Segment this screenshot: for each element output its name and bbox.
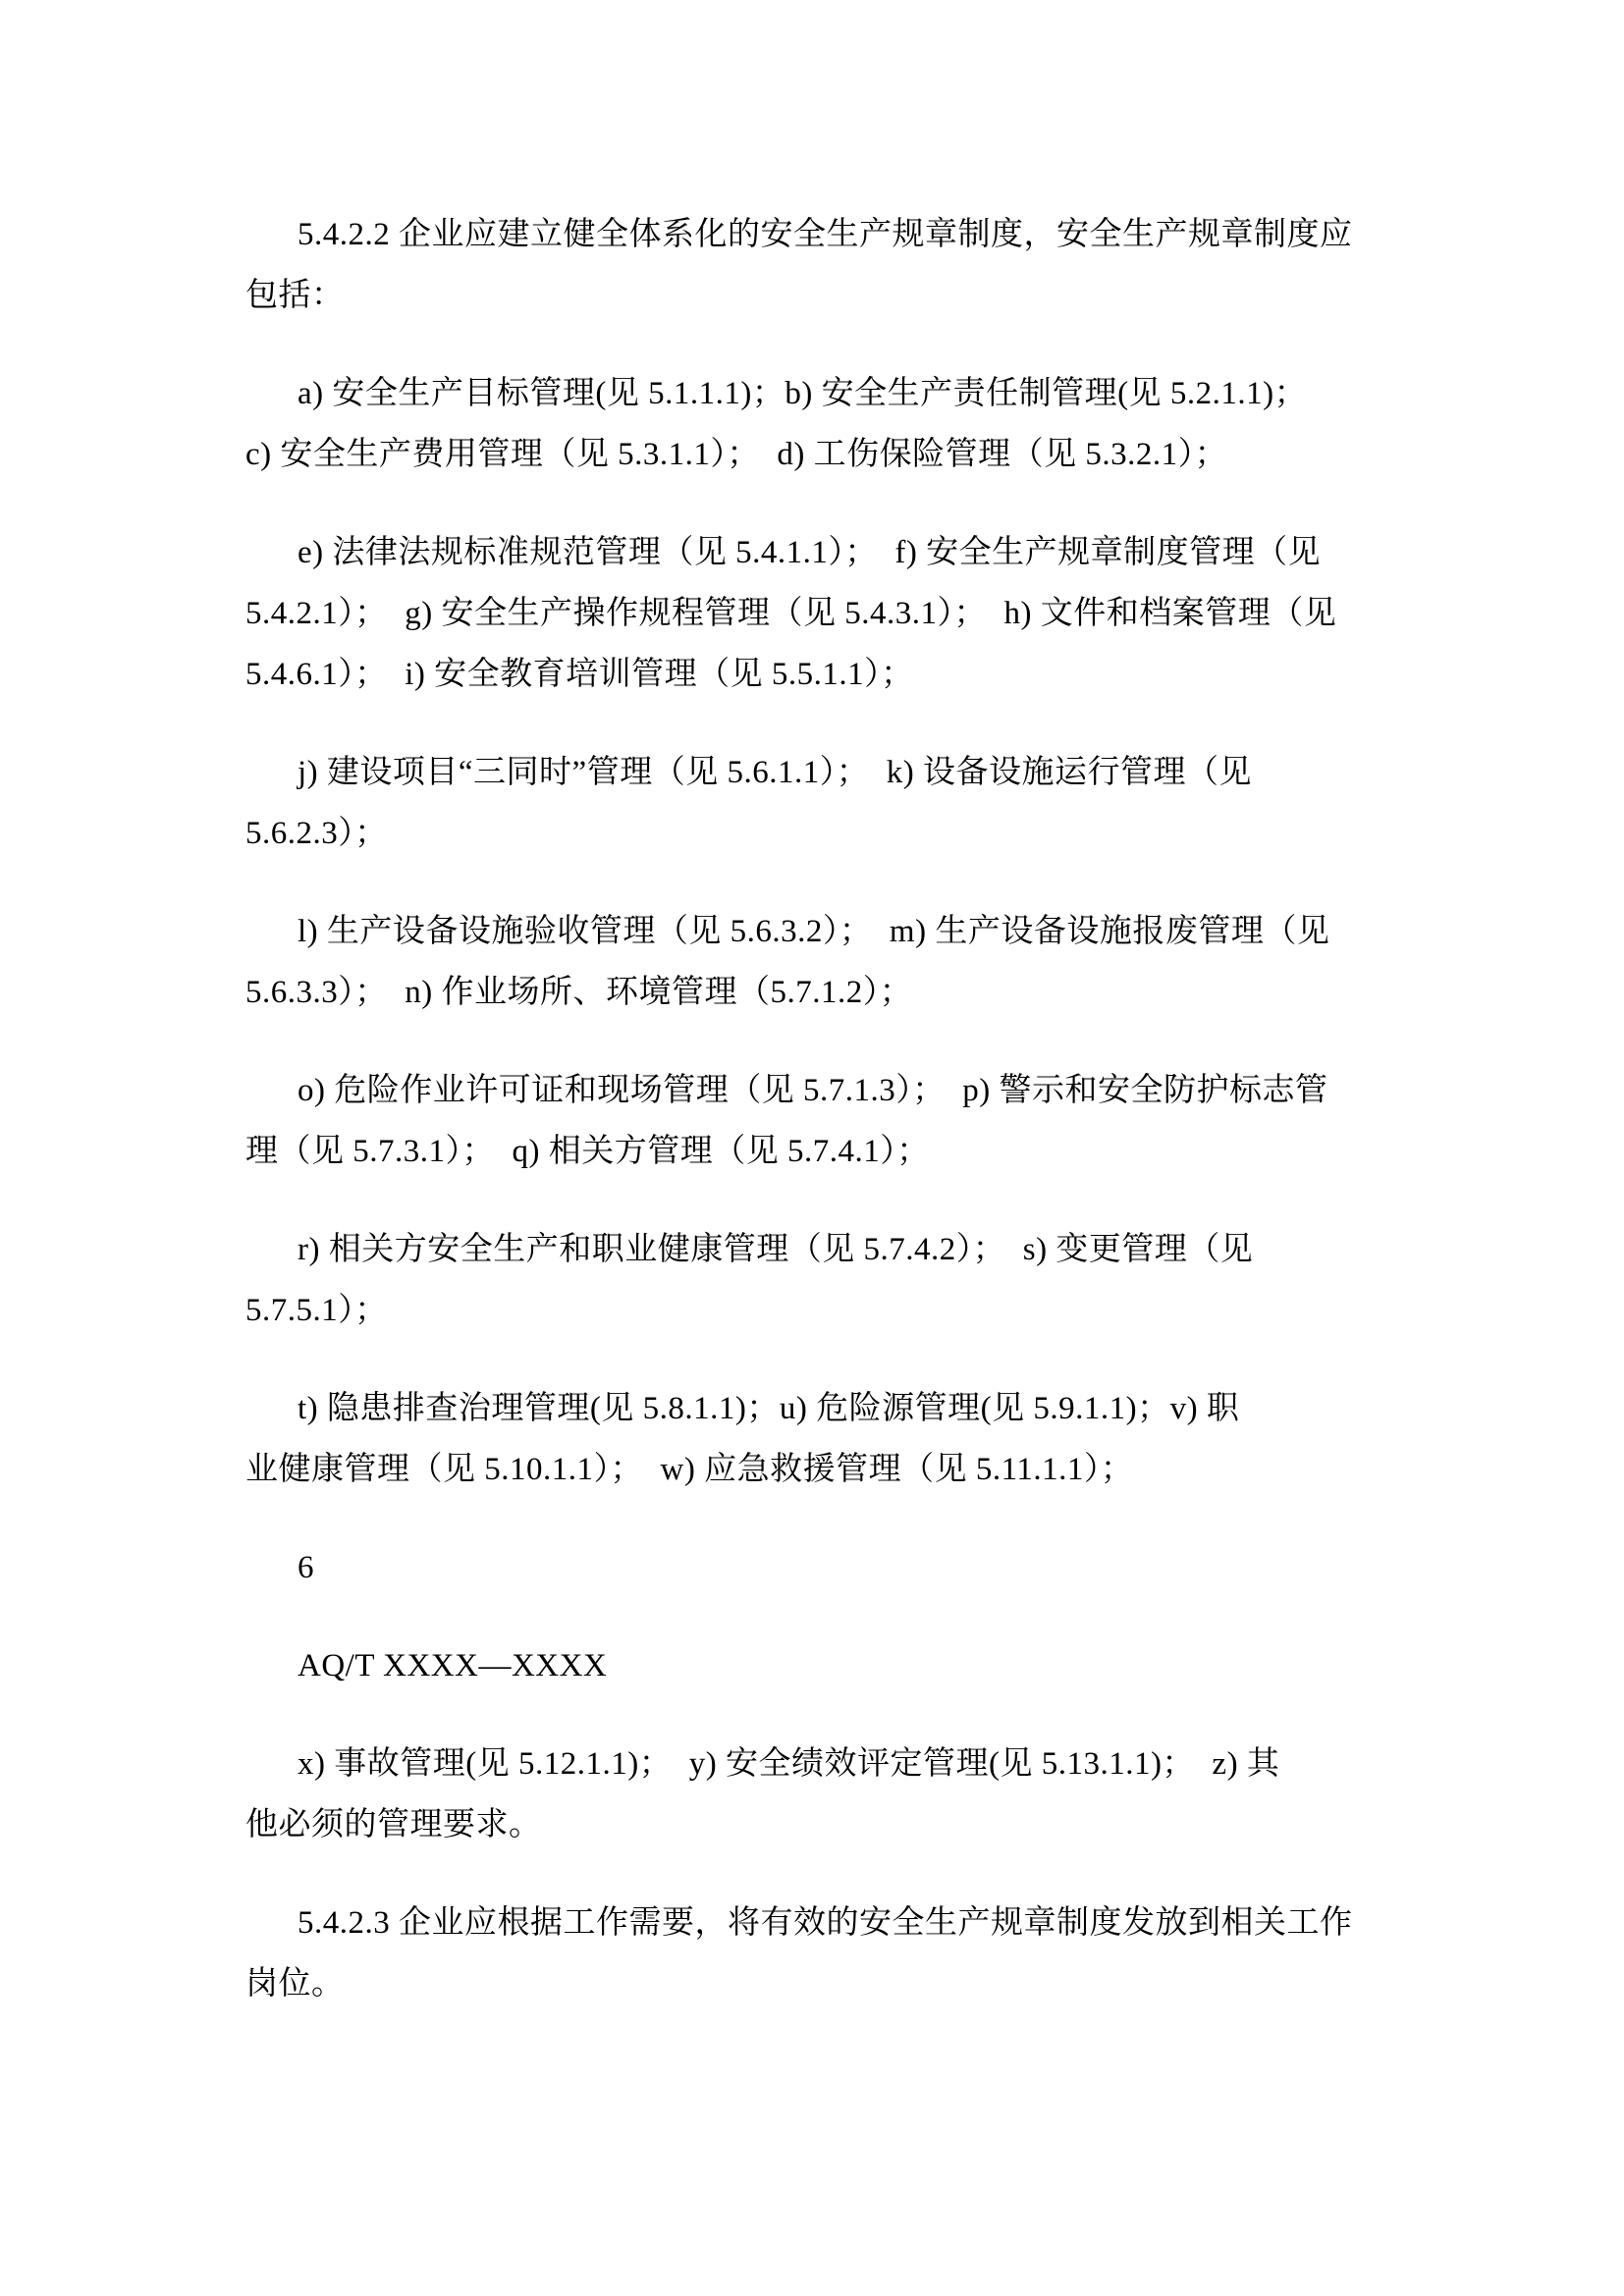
list-items-r-s: [245, 1219, 1379, 1341]
text-line: t) 隐患排查治理管理(见 5.8.1.1)；u) 危险源管理(见 5.9.1.1)；v) 职: [298, 1391, 1240, 1426]
list-items-a-d: [245, 363, 1379, 485]
text-line: 5.7.5.1）；: [245, 1293, 388, 1328]
list-items-l-n: [245, 901, 1379, 1023]
text-line: 他必须的管理要求。: [245, 1807, 542, 1842]
list-items-t-w: [245, 1378, 1379, 1500]
text-line: 6: [298, 1550, 314, 1585]
text-line: x) 事故管理(见 5.12.1.1)； y) 安全绩效评定管理(见 5.13.1.1)； z) 其: [298, 1746, 1280, 1782]
text-line: 业健康管理（见 5.10.1.1）； w) 应急救援管理（见 5.11.1.1）；: [245, 1452, 1134, 1487]
running-header: [245, 1635, 1379, 1696]
list-items-x-z: [245, 1734, 1379, 1855]
text-line: 理（见 5.7.3.1）； q) 相关方管理（见 5.7.4.1）；: [245, 1134, 930, 1169]
text-line: 5.4.2.3 企业应根据工作需要，将有效的安全生产规章制度发放到相关工作: [298, 1905, 1353, 1941]
text-line: c) 安全生产费用管理（见 5.3.1.1）； d) 工伤保险管理（见 5.3.2.1）；: [245, 437, 1228, 472]
list-items-j-k: [245, 742, 1379, 864]
text-line: o) 危险作业许可证和现场管理（见 5.7.1.3）； p) 警示和安全防护标志管: [298, 1073, 1328, 1108]
list-items-o-q: [245, 1060, 1379, 1182]
text-line: 5.4.6.1）； i) 安全教育培训管理（见 5.5.1.1）；: [245, 657, 914, 692]
paragraph-5-4-2-2: [245, 204, 1379, 326]
text-line: r) 相关方安全生产和职业健康管理（见 5.7.4.2）； s) 变更管理（见: [298, 1232, 1254, 1267]
text-line: 包括：: [245, 278, 345, 313]
text-line: j) 建设项目“三同时”管理（见 5.6.1.1）； k) 设备设施运行管理（见: [298, 755, 1252, 790]
page-number: [245, 1537, 1379, 1598]
text-line: e) 法律法规标准规范管理（见 5.4.1.1）； f) 安全生产规章制度管理（见: [298, 535, 1322, 570]
text-line: 5.6.2.3）；: [245, 816, 388, 851]
text-line: 岗位。: [245, 1966, 345, 2002]
text-block: [245, 204, 1379, 2052]
text-line: AQ/T XXXX—XXXX: [298, 1648, 608, 1683]
text-line: l) 生产设备设施验收管理（见 5.6.3.2）； m) 生产设备设施报废管理（见: [298, 914, 1330, 949]
text-line: 5.4.2.2 企业应建立健全体系化的安全生产规章制度，安全生产规章制度应: [298, 217, 1353, 252]
list-items-e-i: [245, 522, 1379, 705]
paragraph-5-4-2-3: [245, 1893, 1379, 2014]
text-line: 5.4.2.1）； g) 安全生产操作规程管理（见 5.4.3.1）； h) 文件和档案管理（见: [245, 596, 1337, 631]
text-line: 5.6.3.3）； n) 作业场所、环境管理（5.7.1.2）；: [245, 975, 913, 1010]
text-line: a) 安全生产目标管理(见 5.1.1.1)；b) 安全生产责任制管理(见 5.2.1.1)；: [298, 376, 1308, 411]
